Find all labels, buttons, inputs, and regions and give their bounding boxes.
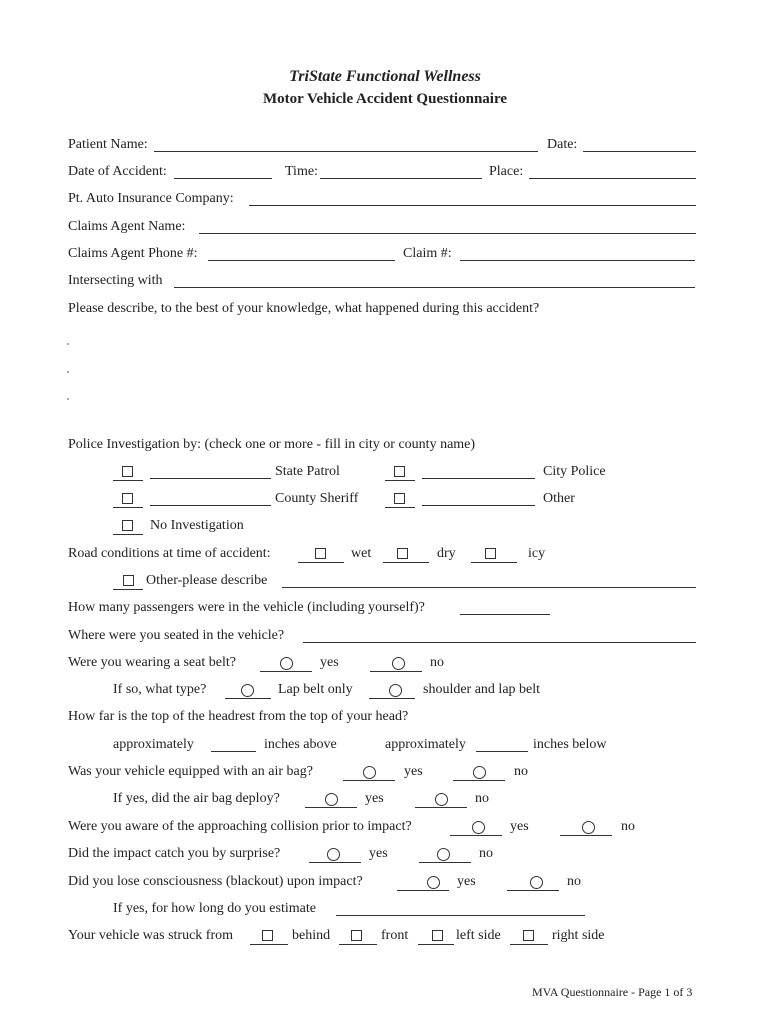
date-of-accident-field[interactable] [174, 166, 272, 179]
seated-question: Where were you seated in the vehicle? [68, 628, 285, 643]
radio-icon [437, 848, 450, 861]
place-field[interactable] [529, 166, 696, 179]
date-field[interactable] [583, 139, 696, 152]
headrest-approx-above-label: approximately [113, 737, 194, 752]
consciousness-question: Did you lose consciousness (blackout) upon impact? [68, 874, 363, 889]
airbag-deploy-yes-label: yes [365, 791, 384, 806]
struck-left-checkbox[interactable] [418, 928, 454, 945]
police-question: Police Investigation by: (check one or more - fill in city or county name) [68, 437, 476, 452]
checkbox-icon [351, 930, 362, 941]
city-police-name-field[interactable] [422, 466, 535, 479]
seatbelt-no-radio[interactable] [370, 655, 422, 672]
radio-icon [241, 684, 254, 697]
intersecting-label: Intersecting with [68, 273, 163, 288]
checkbox-icon [122, 520, 133, 531]
time-field[interactable] [320, 166, 482, 179]
consciousness-no-radio[interactable] [507, 874, 559, 891]
patient-name-field[interactable] [154, 139, 538, 152]
checkbox-icon [122, 466, 133, 477]
airbag-no-label: no [514, 764, 528, 779]
radio-icon [389, 684, 402, 697]
org-title: TriState Functional Wellness [289, 68, 481, 85]
page-footer: MVA Questionnaire - Page 1 of 3 [532, 985, 693, 999]
headrest-question: How far is the top of the headrest from the top of your head? [68, 709, 409, 724]
surprise-yes-radio[interactable] [309, 846, 361, 863]
road-icy-checkbox[interactable] [471, 546, 517, 563]
airbag-yes-label: yes [404, 764, 423, 779]
consciousness-yes-radio[interactable] [397, 874, 449, 891]
claims-agent-name-label: Claims Agent Name: [68, 219, 186, 234]
checkbox-icon [397, 548, 408, 559]
passengers-question: How many passengers were in the vehicle (including yourself)? [68, 600, 425, 615]
headrest-above-field[interactable] [211, 739, 256, 752]
no-investigation-label: No Investigation [150, 518, 244, 533]
checkbox-icon [315, 548, 326, 559]
road-other-label: Other-please describe [146, 573, 268, 588]
radio-icon [325, 793, 338, 806]
headrest-above-label: inches above [264, 737, 337, 752]
struck-right-checkbox[interactable] [510, 928, 548, 945]
place-label: Place: [489, 164, 524, 179]
checkbox-icon [122, 493, 133, 504]
belt-shoulder-label: shoulder and lap belt [423, 682, 541, 697]
patient-name-label: Patient Name: [68, 137, 148, 152]
city-police-label: City Police [543, 464, 606, 479]
blackout-duration-question: If yes, for how long do you estimate [113, 901, 316, 916]
consciousness-no-label: no [567, 874, 581, 889]
seatbelt-question: Were you wearing a seat belt? [68, 655, 236, 670]
road-other-checkbox[interactable] [113, 573, 143, 590]
road-conditions-question: Road conditions at time of accident: [68, 546, 271, 561]
insurance-field[interactable] [249, 193, 696, 206]
headrest-approx-below-label: approximately [385, 737, 466, 752]
other-police-name-field[interactable] [422, 493, 535, 506]
struck-right-label: right side [552, 928, 605, 943]
road-other-field[interactable] [282, 575, 696, 588]
time-label: Time: [285, 164, 318, 179]
headrest-below-label: inches below [533, 737, 607, 752]
radio-icon [363, 766, 376, 779]
county-sheriff-label: County Sheriff [275, 491, 359, 506]
struck-behind-checkbox[interactable] [250, 928, 288, 945]
road-icy-label: icy [528, 546, 546, 561]
consciousness-yes-label: yes [457, 874, 476, 889]
airbag-no-radio[interactable] [453, 764, 505, 781]
checkbox-icon [123, 575, 134, 586]
surprise-no-label: no [479, 846, 493, 861]
checkbox-icon [432, 930, 443, 941]
claims-agent-phone-field[interactable] [208, 248, 395, 261]
belt-type-question: If so, what type? [113, 682, 207, 697]
radio-icon [392, 657, 405, 670]
claims-agent-name-field[interactable] [199, 221, 696, 234]
aware-yes-radio[interactable] [450, 819, 502, 836]
airbag-question: Was your vehicle equipped with an air bag? [68, 764, 313, 779]
date-of-accident-label: Date of Accident: [68, 164, 167, 179]
headrest-below-field[interactable] [476, 739, 528, 752]
struck-left-label: left side [456, 928, 501, 943]
checkbox-icon [485, 548, 496, 559]
county-sheriff-checkbox[interactable] [113, 491, 143, 508]
belt-lap-radio[interactable] [225, 682, 271, 699]
intersecting-field[interactable] [174, 275, 695, 288]
scan-dot [67, 398, 69, 400]
scan-dot [67, 343, 69, 345]
struck-front-label: front [381, 928, 409, 943]
radio-icon [327, 848, 340, 861]
radio-icon [582, 821, 595, 834]
no-investigation-checkbox[interactable] [113, 518, 143, 535]
blackout-duration-field[interactable] [336, 903, 585, 916]
passengers-field[interactable] [460, 602, 550, 615]
claim-number-field[interactable] [460, 248, 695, 261]
claim-number-label: Claim #: [403, 246, 452, 261]
airbag-deploy-no-radio[interactable] [415, 791, 467, 808]
checkbox-icon [394, 466, 405, 477]
scan-dot [67, 371, 69, 373]
airbag-deploy-no-label: no [475, 791, 489, 806]
airbag-deploy-yes-radio[interactable] [305, 791, 357, 808]
checkbox-icon [394, 493, 405, 504]
radio-icon [427, 876, 440, 889]
form-title: Motor Vehicle Accident Questionnaire [262, 91, 507, 107]
struck-from-question: Your vehicle was struck from [68, 928, 233, 943]
other-police-checkbox[interactable] [385, 491, 415, 508]
airbag-deploy-question: If yes, did the air bag deploy? [113, 791, 280, 806]
radio-icon [530, 876, 543, 889]
road-dry-label: dry [437, 546, 456, 561]
aware-question: Were you aware of the approaching collision prior to impact? [68, 819, 412, 834]
claims-agent-phone-label: Claims Agent Phone #: [68, 246, 198, 261]
struck-front-checkbox[interactable] [339, 928, 377, 945]
road-wet-checkbox[interactable] [298, 546, 344, 563]
radio-icon [280, 657, 293, 670]
seatbelt-no-label: no [430, 655, 444, 670]
seatbelt-yes-label: yes [320, 655, 339, 670]
aware-no-label: no [621, 819, 635, 834]
state-patrol-name-field[interactable] [150, 466, 271, 479]
date-label: Date: [547, 137, 578, 152]
belt-shoulder-radio[interactable] [369, 682, 415, 699]
describe-question: Please describe, to the best of your knowledge, what happened during this accident? [68, 301, 540, 316]
city-police-checkbox[interactable] [385, 464, 415, 481]
county-sheriff-name-field[interactable] [150, 493, 271, 506]
state-patrol-checkbox[interactable] [113, 464, 143, 481]
other-police-label: Other [543, 491, 575, 506]
radio-icon [473, 766, 486, 779]
seatbelt-yes-radio[interactable] [260, 655, 312, 672]
state-patrol-label: State Patrol [275, 464, 340, 479]
struck-behind-label: behind [292, 928, 331, 943]
surprise-no-radio[interactable] [419, 846, 471, 863]
road-wet-label: wet [351, 546, 372, 561]
airbag-yes-radio[interactable] [343, 764, 395, 781]
checkbox-icon [523, 930, 534, 941]
surprise-yes-label: yes [369, 846, 388, 861]
aware-yes-label: yes [510, 819, 529, 834]
checkbox-icon [262, 930, 273, 941]
insurance-label: Pt. Auto Insurance Company: [68, 191, 234, 206]
radio-icon [435, 793, 448, 806]
aware-no-radio[interactable] [560, 819, 612, 836]
seated-field[interactable] [303, 630, 696, 643]
belt-lap-label: Lap belt only [278, 682, 353, 697]
describe-answer-area[interactable] [68, 320, 696, 420]
road-dry-checkbox[interactable] [383, 546, 429, 563]
surprise-question: Did the impact catch you by surprise? [68, 846, 281, 861]
radio-icon [472, 821, 485, 834]
